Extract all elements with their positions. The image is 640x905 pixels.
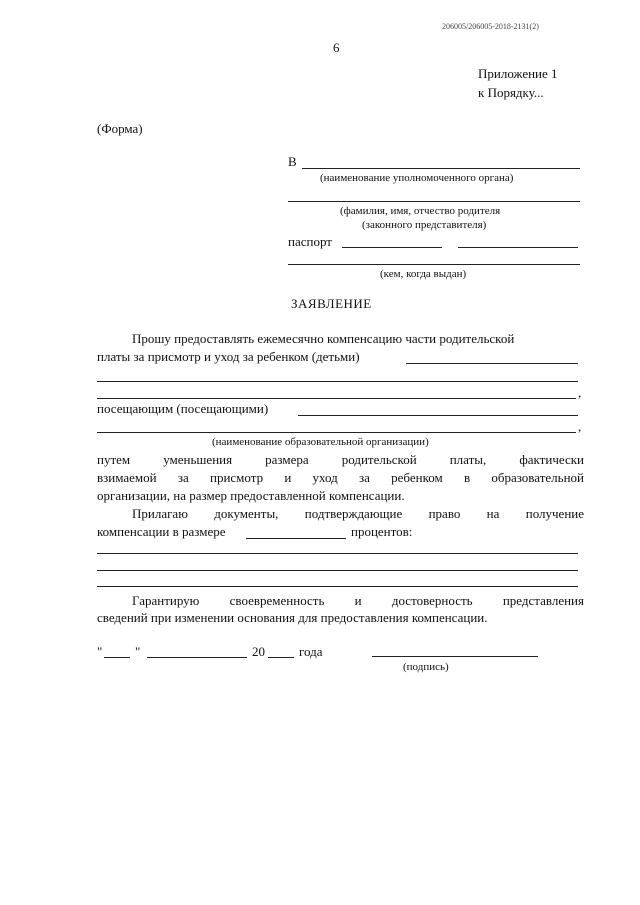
document-code: 206005/206005-2018-2131(2) [442, 22, 539, 31]
appendix-line-2: к Порядку... [478, 85, 544, 100]
percent-field[interactable] [246, 538, 346, 539]
parent-caption-2: (законного представителя) [362, 219, 487, 231]
year-suffix: года [299, 644, 323, 659]
organization-field-2[interactable] [97, 432, 576, 433]
organ-name-field[interactable] [302, 168, 580, 169]
issued-caption: (кем, когда выдан) [380, 268, 467, 280]
to-prefix: В [288, 154, 297, 169]
child-name-field-2[interactable] [97, 381, 578, 382]
method-line-2: взимаемой за присмотр и уход за ребенком в образовательной [97, 470, 584, 485]
documents-field-3[interactable] [97, 586, 578, 587]
request-line-2: платы за присмотр и уход за ребенком (детьми) [97, 349, 360, 364]
guarantee-line-1: Гарантирую своевременность и достоверность представления [132, 593, 584, 608]
guarantee-line-2: сведений при изменении основания для предоставления компенсации. [97, 610, 488, 625]
child-name-field-3[interactable] [97, 398, 576, 399]
quote-open: " [97, 644, 103, 659]
method-line-1: путем уменьшения размера родительской платы, фактически [97, 452, 584, 467]
attach-line-2a: компенсации в размере [97, 524, 226, 539]
attach-line-2b: процентов: [351, 524, 413, 539]
signature-caption: (подпись) [403, 661, 449, 673]
documents-field-2[interactable] [97, 570, 578, 571]
request-line-1: Прошу предоставлять ежемесячно компенсацию части родительской [132, 331, 515, 346]
passport-series-field[interactable] [342, 247, 442, 248]
comma-1: , [578, 385, 582, 400]
documents-field-1[interactable] [97, 553, 578, 554]
attending-label: посещающим (посещающими) [97, 401, 269, 416]
organ-caption: (наименование уполномоченного органа) [320, 172, 514, 184]
method-line-3: организации, на размер предоставленной компенсации. [97, 488, 405, 503]
day-field[interactable] [104, 657, 130, 658]
month-field[interactable] [147, 657, 247, 658]
quote-close: " [135, 644, 141, 659]
year-field[interactable] [268, 657, 294, 658]
parent-caption-1: (фамилия, имя, отчество родителя [340, 205, 501, 217]
document-title: ЗАЯВЛЕНИЕ [291, 296, 372, 311]
organization-field[interactable] [298, 415, 578, 416]
appendix-line-1: Приложение 1 [478, 66, 558, 81]
year-prefix: 20 [252, 644, 265, 659]
page-number: 6 [333, 40, 340, 55]
passport-number-field[interactable] [458, 247, 578, 248]
passport-issued-field[interactable] [288, 264, 580, 265]
organization-caption: (наименование образовательной организации) [212, 436, 429, 448]
parent-name-field[interactable] [288, 201, 580, 202]
form-label: (Форма) [97, 121, 143, 136]
passport-label: паспорт [288, 234, 332, 249]
comma-2: , [578, 419, 582, 434]
child-name-field[interactable] [406, 363, 578, 364]
attach-line-1: Прилагаю документы, подтверждающие право на получение [132, 506, 584, 521]
signature-field[interactable] [372, 656, 538, 657]
